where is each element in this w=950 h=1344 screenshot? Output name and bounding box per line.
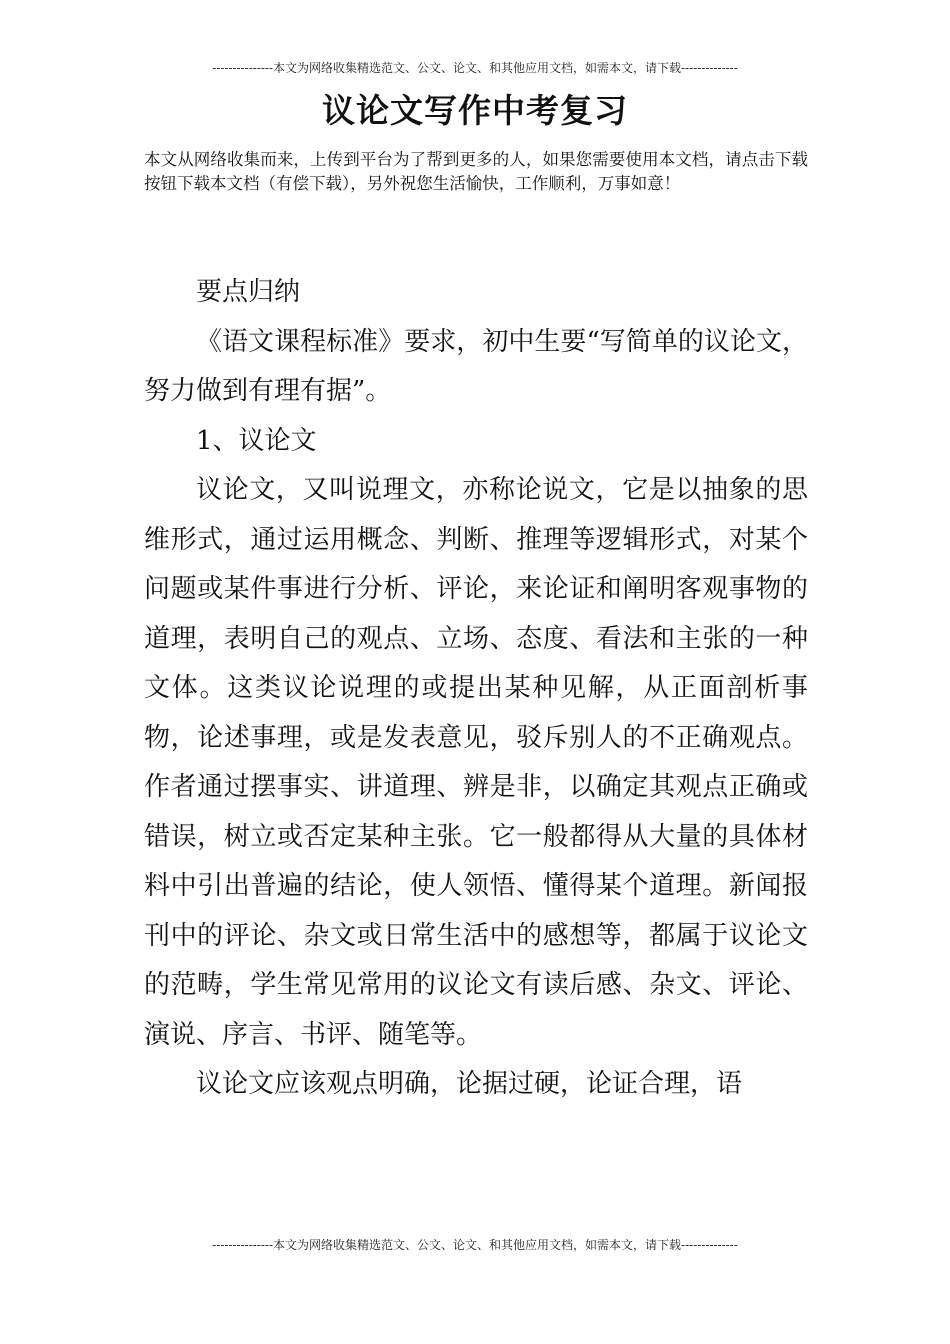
section-heading-argumentative-essay: 1、议论文 bbox=[196, 425, 317, 456]
footer-banner: ---------------本文为网络收集精选范文、公文、论文、和其他应用文档，如需本文，请下载-------------- bbox=[212, 1238, 738, 1252]
download-notice: 本文从网络收集而来，上传到平台为了帮到更多的人，如果您需要使用本文档，请点击下载按钮下载本文档（有偿下载），另外祝您生活愉快，工作顺利，万事如意！ bbox=[144, 150, 808, 193]
body-paragraph: 《语文课程标准》要求，初中生要“写简单的议论文，努力做到有理有据”。 bbox=[144, 326, 808, 406]
header-banner: ---------------本文为网络收集精选范文、公文、论文、和其他应用文档，如需本文，请下载-------------- bbox=[212, 61, 738, 75]
document-body bbox=[144, 268, 808, 1110]
section-heading-key-points: 要点归纳 bbox=[196, 277, 301, 307]
body-paragraph: 议论文，又叫说理文，亦称论说文，它是以抽象的思维形式，通过运用概念、判断、推理等逻辑形式，对某个问题或某件事进行分析、评论，来论证和阐明客观事物的道理，表明自己的观点、立场、态度、看法和主张的一种文体。这类议论说理的或提出某种见解，从正面剖析事物，论述事理，或是发表意见，驳斥别人的不正确观点。作者通过摆事实、讲道理、辨是非，以确定其观点正确或错误，树立或否定某种主张。它一般都得从大量的具体材料中引出普遍的结论，使人领悟、懂得某个道理。新闻报刊中的评论、杂文或日常生活中的感想等，都属于议论文的范畴，学生常见常用的议论文有读后感、杂文、评论、演说、序言、书评、随笔等。 bbox=[144, 475, 808, 1050]
body-paragraph: 议论文应该观点明确，论据过硬，论证合理，语 bbox=[196, 1069, 743, 1099]
document-title: 议论文写作中考复习 bbox=[322, 91, 628, 130]
